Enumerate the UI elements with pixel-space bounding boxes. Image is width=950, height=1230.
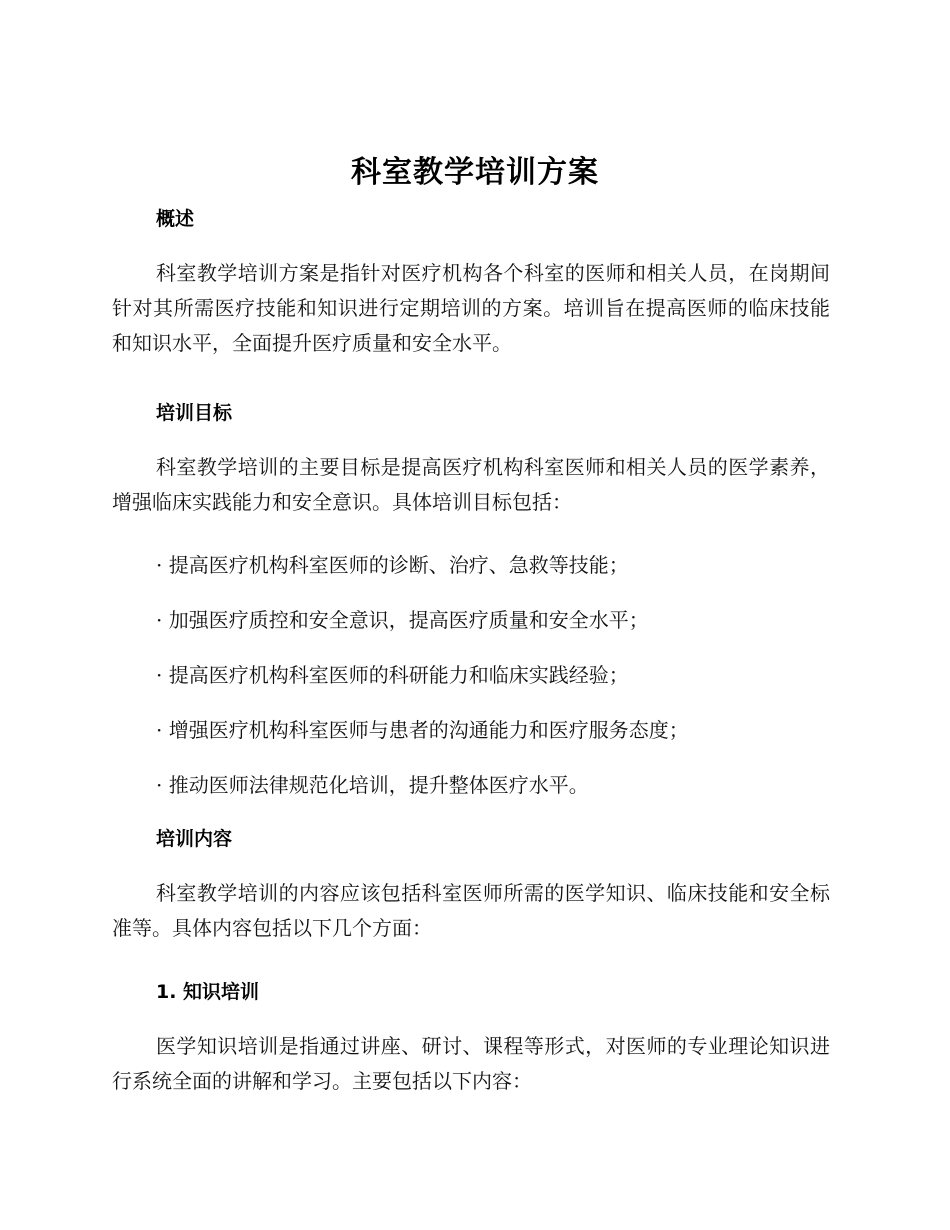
section-heading-goals: 培训目标	[156, 402, 233, 424]
goal-bullet-item: · 推动医师法律规范化培训，提升整体医疗水平。	[156, 773, 589, 797]
section-heading-knowledge-training: 1. 知识培训	[156, 981, 260, 1003]
goal-bullet-item: · 加强医疗质控和安全意识，提高医疗质量和安全水平；	[156, 608, 649, 632]
goal-bullet-item: · 增强医疗机构科室医师与患者的沟通能力和医疗服务态度；	[156, 718, 689, 742]
section-paragraph-knowledge-training: 医学知识培训是指通过讲座、研讨、课程等形式，对医师的专业理论知识进行系统全面的讲解和学习。主要包括以下内容：	[112, 1034, 830, 1093]
document-title: 科室教学培训方案	[351, 155, 599, 190]
section-paragraph-goals: 科室教学培训的主要目标是提高医疗机构科室医师和相关人员的医学素养，增强临床实践能力和安全意识。具体培训目标包括：	[112, 455, 830, 514]
goal-bullet-item: · 提高医疗机构科室医师的诊断、治疗、急救等技能；	[156, 553, 629, 577]
section-heading-overview: 概述	[156, 208, 195, 230]
section-paragraph-content: 科室教学培训的内容应该包括科室医师所需的医学知识、临床技能和安全标准等。具体内容包括以下几个方面：	[112, 881, 830, 940]
section-heading-content: 培训内容	[156, 828, 233, 850]
section-paragraph-overview: 科室教学培训方案是指针对医疗机构各个科室的医师和相关人员，在岗期间针对其所需医疗技能和知识进行定期培训的方案。培训旨在提高医师的临床技能和知识水平，全面提升医疗质量和安全水平。	[112, 261, 830, 355]
goal-bullet-item: · 提高医疗机构科室医师的科研能力和临床实践经验；	[156, 663, 629, 687]
